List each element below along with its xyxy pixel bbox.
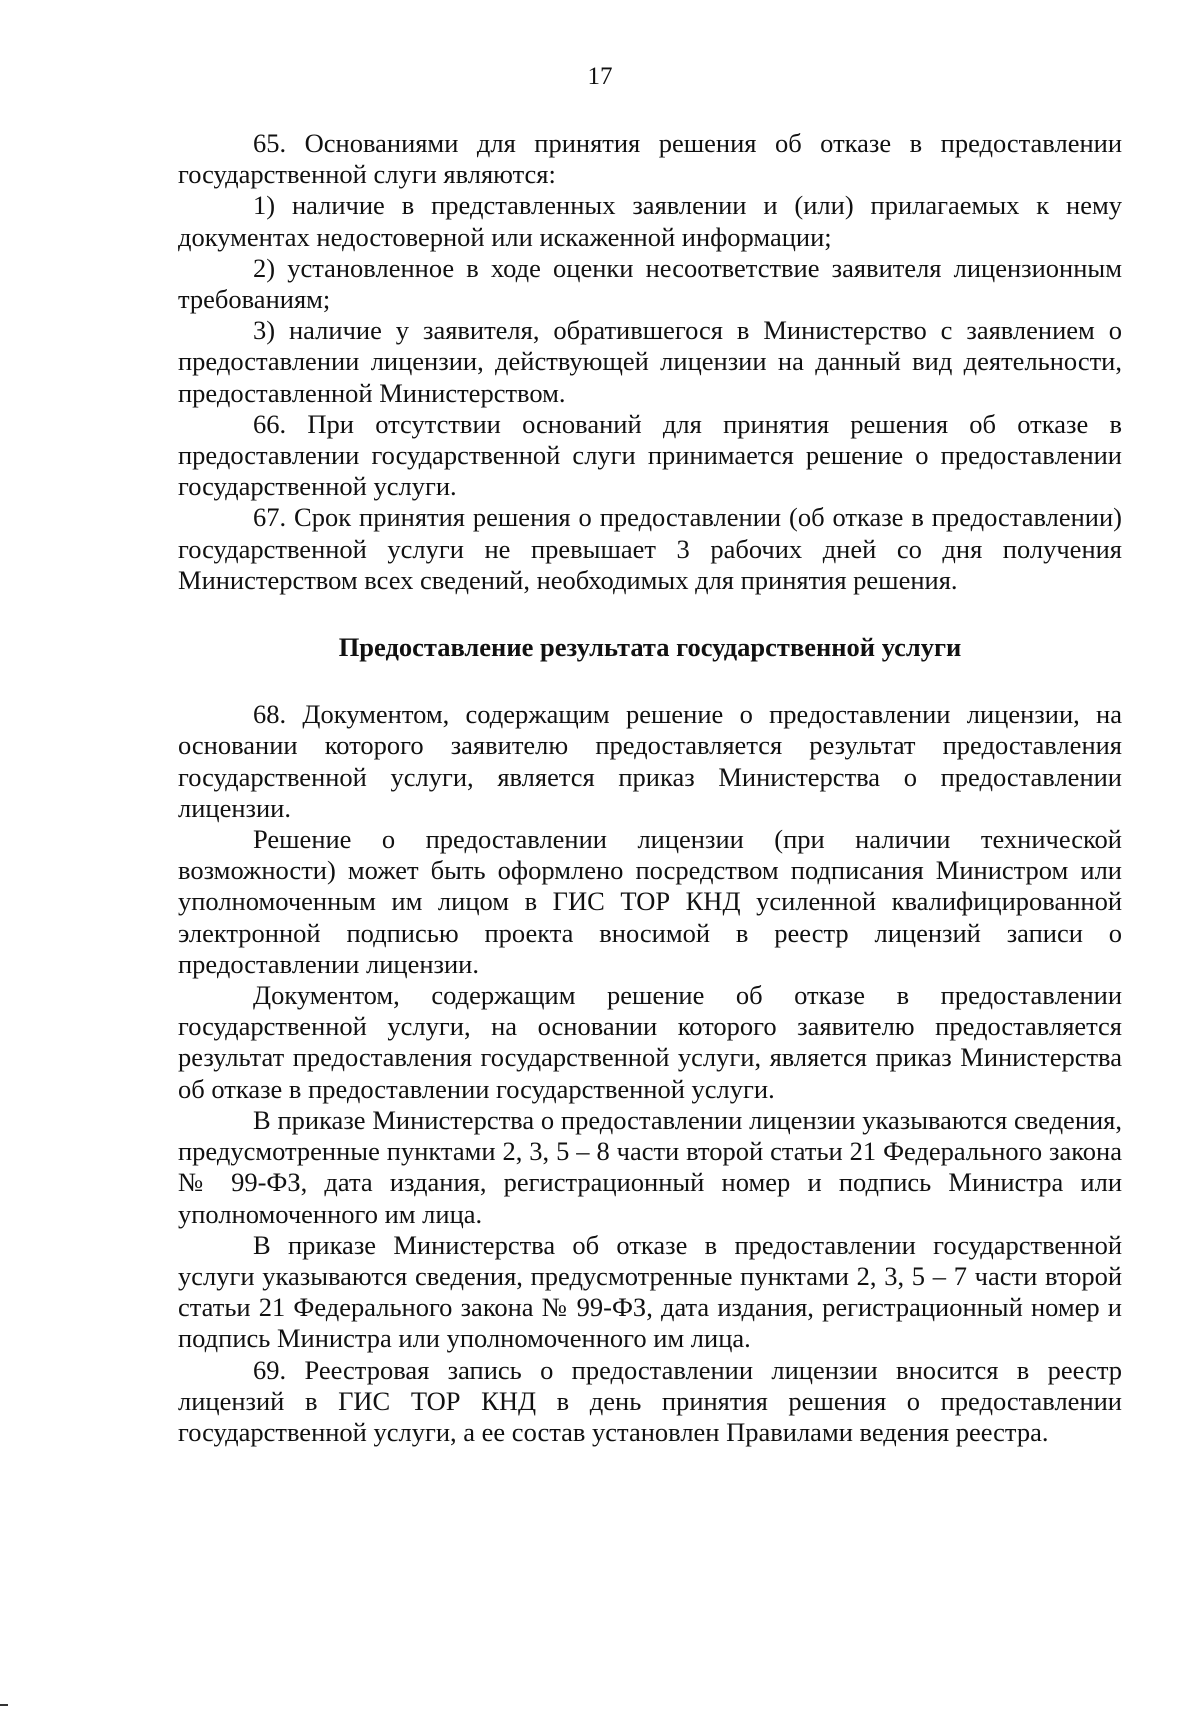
paragraph-65-item-2: 2) установленное в ходе оценки несоответствие заявителя лицензионным требованиям; — [178, 252, 1122, 315]
paragraph-68-order-refusal: В приказе Министерства об отказе в предоставлении государственной услуги указываются сведения, предусмотренные пунктами 2, 3, 5 – 7 части второй статьи 21 Федерального закона № 99-ФЗ, дата издания, регистрационный номер и подпись Министра или уполномоченного им лица. — [178, 1229, 1122, 1354]
paragraph-65-item-1: 1) наличие в представленных заявлении и (или) прилагаемых к нему документах недостоверной или искаженной информации; — [178, 190, 1122, 252]
paragraph-67: 67. Срок принятия решения о предоставлении (об отказе в предоставлении) государственной услуги не превышает 3 рабочих дней со дня получения Министерством всех сведений, необходимых для принятия решения. — [178, 502, 1122, 595]
page-number: 17 — [587, 63, 613, 90]
paragraph-65: 65. Основаниями для принятия решения об отказе в предоставлении государственной слуги являются: — [178, 128, 1122, 190]
paragraph-68: 68. Документом, содержащим решение о предоставлении лицензии, на основании которого заявителю предоставляется результат предоставления государственной услуги, является приказ Министерства о предоставлении лицензии. — [178, 699, 1122, 823]
paragraph-68-order-license: В приказе Министерства о предоставлении лицензии указываются сведения, предусмотренные пунктами 2, 3, 5 – 8 части второй статьи 21 Федерального закона № 99-ФЗ, дата издания, регистрационный номер и подпись Министра или уполномоченного им лица. — [178, 1104, 1122, 1229]
paragraph-66: 66. При отсутствии оснований для принятия решения об отказе в предоставлении государственной слуги принимается решение о предоставлении государственной услуги. — [178, 408, 1122, 502]
scan-edge-mark — [0, 1704, 8, 1706]
paragraph-68-decision: Решение о предоставлении лицензии (при наличии технической возможности) может быть оформлено посредством подписания Министром или уполномоченным им лицом в ГИС ТОР КНД усиленной квалифицированной электронной подписью проекта вносимой в реестр лицензий записи о предоставлении лицензии. — [178, 824, 1122, 979]
section-heading: Предоставление результата государственной услуги — [338, 632, 962, 663]
paragraph-65-item-3: 3) наличие у заявителя, обратившегося в Министерство с заявлением о предоставлении лицензии, действующей лицензии на данный вид деятельности, предоставленной Министерством. — [178, 315, 1122, 408]
paragraph-69: 69. Реестровая запись о предоставлении лицензии вносится в реестр лицензий в ГИС ТОР КНД в день принятия решения о предоставлении государственной услуги, а ее состав установлен Правилами ведения реестра. — [178, 1354, 1122, 1447]
document-body — [178, 128, 1122, 1448]
paragraph-68-refusal-document: Документом, содержащим решение об отказе в предоставлении государственной услуги, на основании которого заявителю предоставляется результат предоставления государственной услуги, является приказ Министерства об отказе в предоставлении государственной услуги. — [178, 980, 1122, 1104]
